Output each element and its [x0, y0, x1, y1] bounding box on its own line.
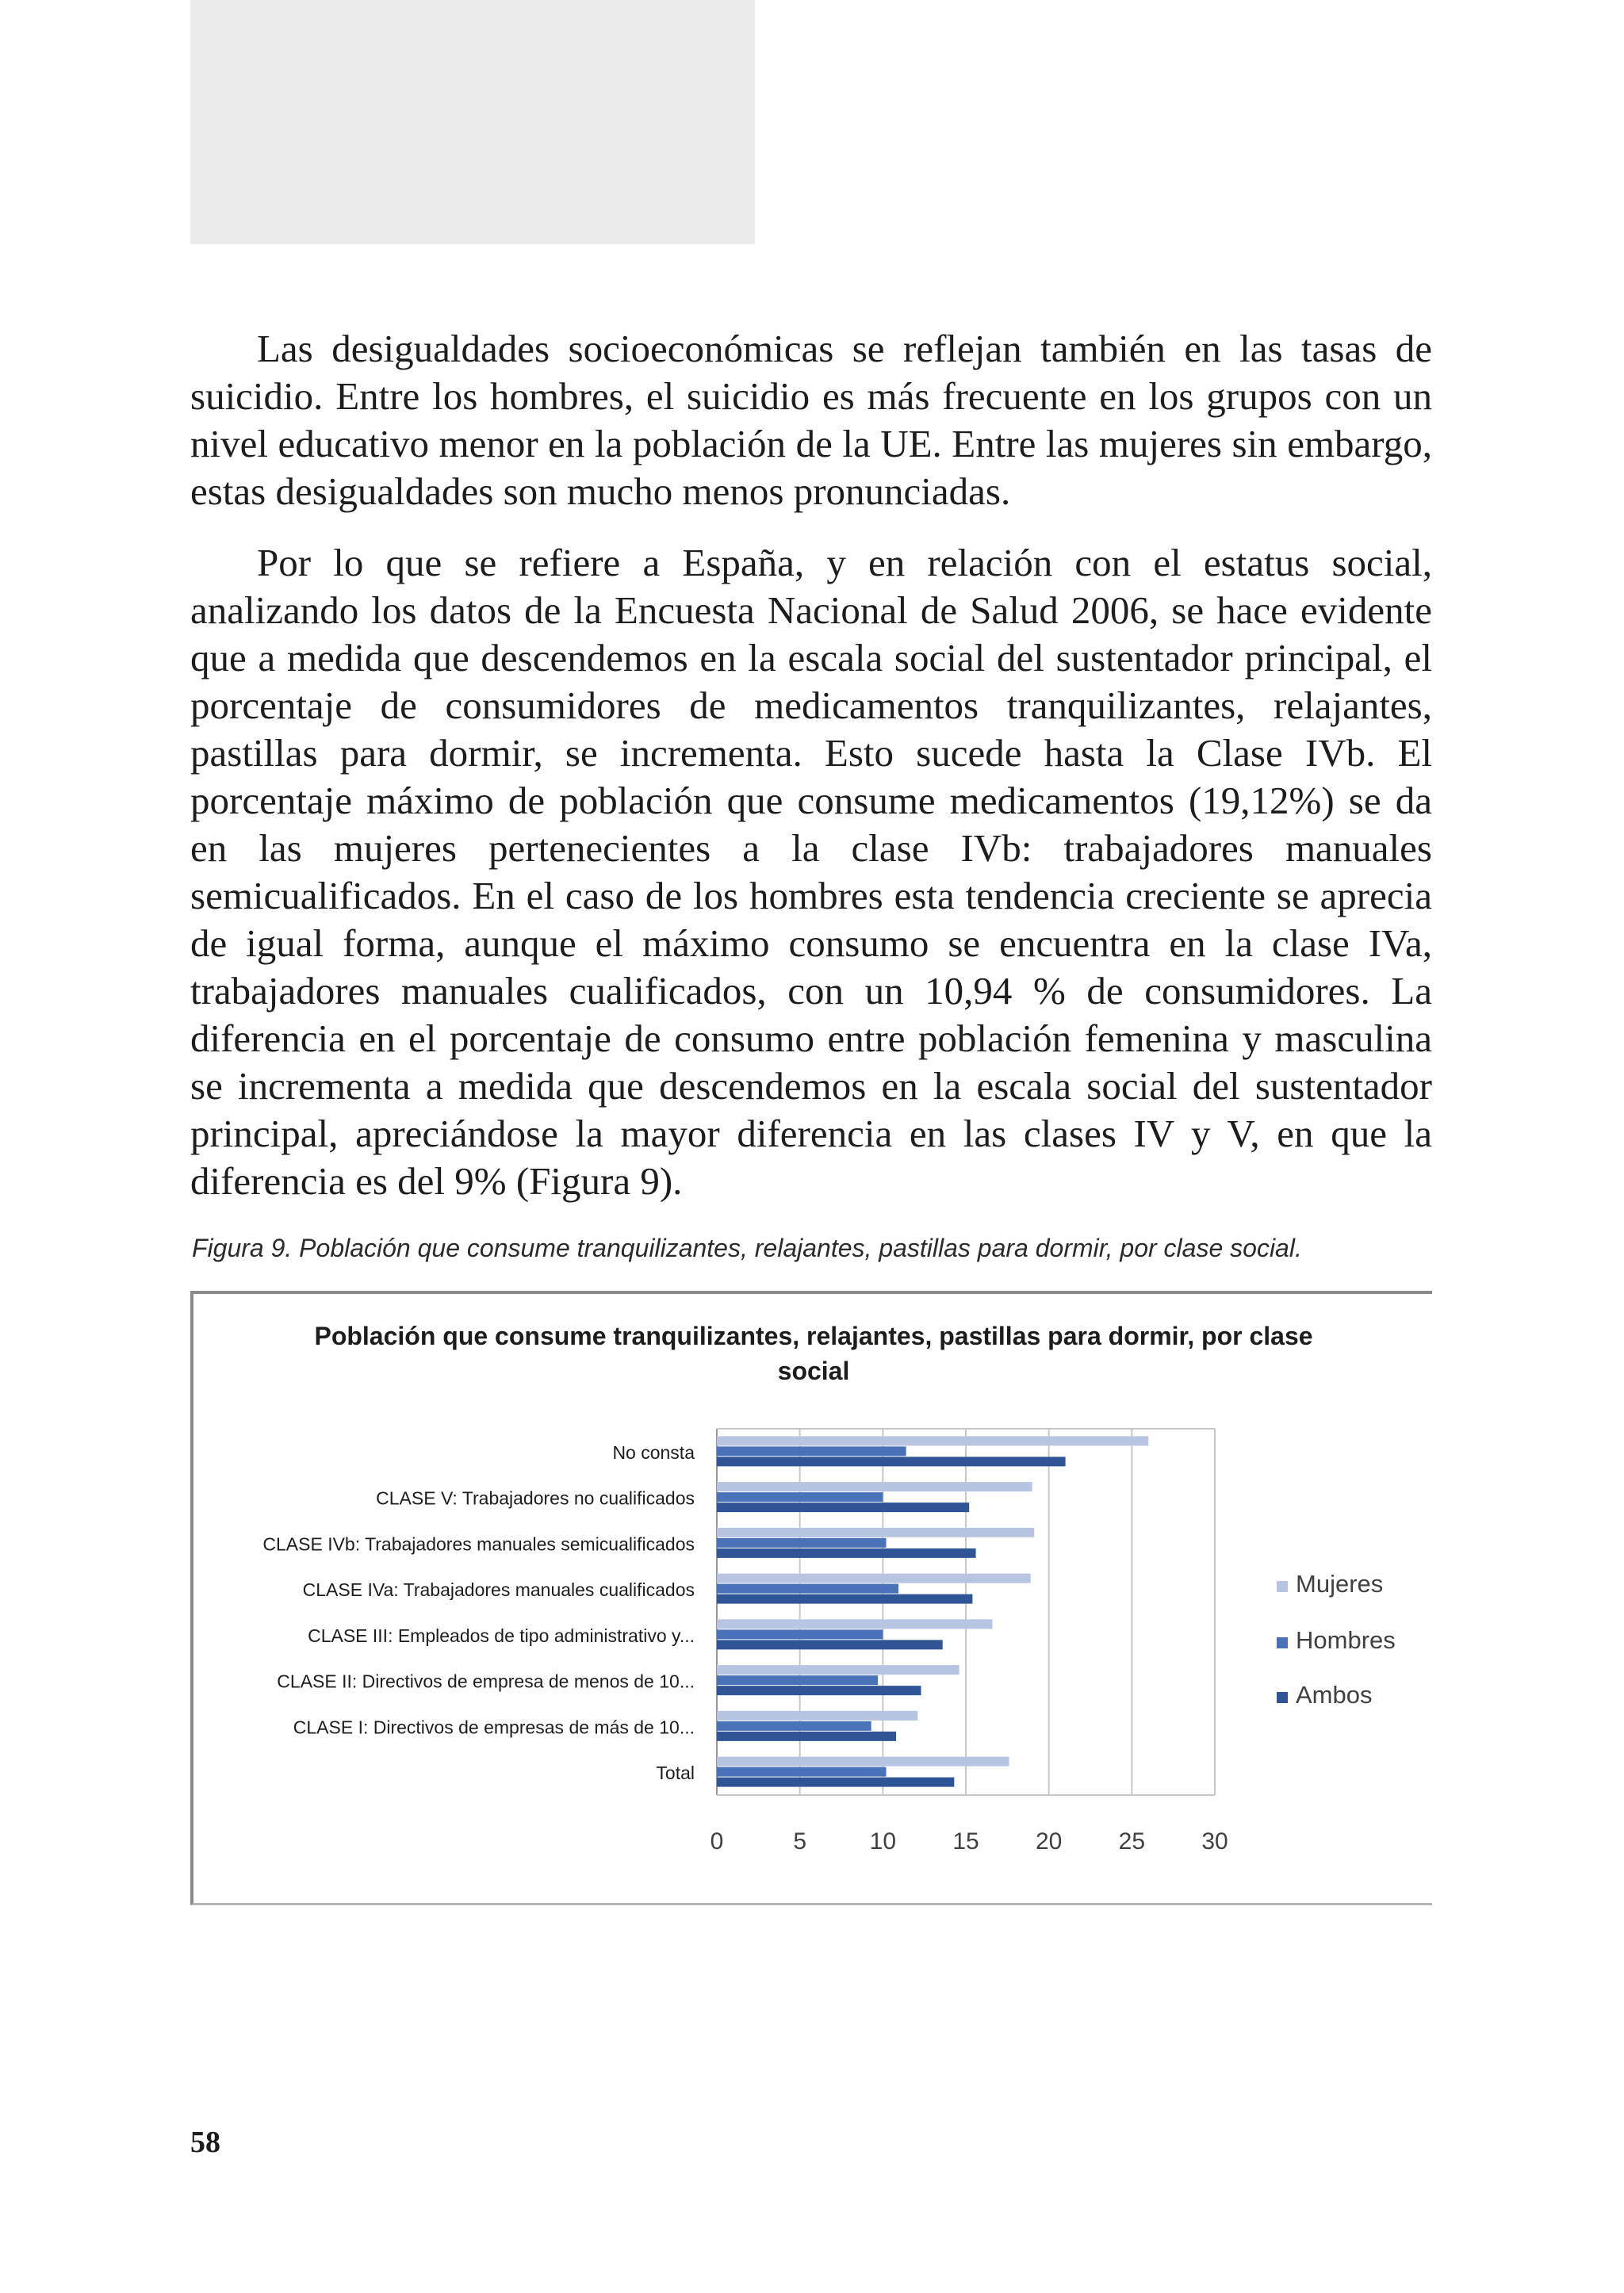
legend-label-mujeres: Mujeres [1296, 1570, 1384, 1598]
bar-mujeres-8 [717, 1757, 1009, 1767]
bar-ambos-3 [717, 1548, 976, 1558]
legend-label-ambos: Ambos [1296, 1681, 1373, 1709]
bar-mujeres-6 [717, 1665, 959, 1675]
header-gray-block [190, 0, 755, 244]
legend-swatch-hombres [1277, 1637, 1288, 1648]
bar-hombres-7 [717, 1721, 871, 1731]
category-label-5: CLASE III: Empleados de tipo administrativo y... [308, 1625, 695, 1646]
bar-hombres-2 [717, 1492, 883, 1502]
bar-mujeres-4 [717, 1574, 1031, 1583]
chart-figure [190, 1291, 1432, 1905]
legend-swatch-ambos [1277, 1692, 1288, 1703]
chart-title-line-2: social [777, 1357, 850, 1385]
category-label-7: CLASE I: Directivos de empresas de más de 10... [293, 1717, 695, 1738]
bar-mujeres-1 [717, 1436, 1148, 1445]
x-tick-label-15: 15 [952, 1828, 979, 1855]
bar-hombres-6 [717, 1675, 878, 1685]
bar-chart [193, 1294, 1432, 1903]
bar-mujeres-7 [717, 1711, 917, 1721]
bar-hombres-8 [717, 1767, 887, 1777]
x-tick-label-20: 20 [1035, 1828, 1063, 1855]
bar-mujeres-3 [717, 1528, 1034, 1537]
bar-ambos-7 [717, 1732, 896, 1741]
legend-swatch-mujeres [1277, 1581, 1288, 1592]
bar-hombres-1 [717, 1446, 906, 1456]
body-text [190, 325, 1432, 1229]
bar-mujeres-2 [717, 1482, 1032, 1491]
category-label-4: CLASE IVa: Trabajadores manuales cualificados [302, 1579, 695, 1601]
category-label-3: CLASE IVb: Trabajadores manuales semicualificados [262, 1533, 695, 1555]
bar-hombres-4 [717, 1584, 898, 1594]
bar-mujeres-5 [717, 1619, 992, 1629]
paragraph-2: Por lo que se refiere a España, y en relación con el estatus social, analizando los datos de la Encuesta Nacional de Salud 2006, se hace evidente que a medida que descendemos en la escala social del sustentador principal, el porcentaje de consumidores de medicamentos tranquilizantes, relajantes, pastillas para dormir, se incrementa. Esto sucede hasta la Clase IVb. El porcentaje máximo de población que consume medicamentos (19,12%) se da en las mujeres pertenecientes a la clase IVb: trabajadores manuales semicualificados. En el caso de los hombres esta tendencia creciente se aprecia de igual forma, aunque el máximo consumo se encuentra en la clase IVa, trabajadores manuales cualificados, con un 10,94 % de consumidores. La diferencia en el porcentaje de consumo entre población femenina y masculina se incrementa a medida que descendemos en la escala social del sustentador principal, apreciándose la mayor diferencia en las clases IV y V, en que la diferencia es del 9% (Figura 9). [190, 541, 1432, 1203]
bar-ambos-2 [717, 1503, 969, 1512]
bar-hombres-3 [717, 1538, 887, 1548]
bar-ambos-5 [717, 1640, 943, 1649]
category-label-6: CLASE II: Directivos de empresa de menos de 10... [277, 1671, 695, 1692]
paragraph-1: Las desigualdades socioeconómicas se reflejan también en las tasas de suicidio. Entre los hombres, el suicidio es más frecuente en los grupos con un nivel educativo menor en la población de la UE. Entre las mujeres sin embargo, estas desigualdades son mucho menos pronunciadas. [190, 327, 1432, 513]
figure-caption: Figura 9. Población que consume tranquilizantes, relajantes, pastillas para dormir, por clase social. [192, 1234, 1302, 1262]
x-tick-label-5: 5 [793, 1828, 807, 1855]
x-tick-label-0: 0 [710, 1828, 724, 1855]
bar-hombres-5 [717, 1629, 883, 1639]
chart-title-line-1: Población que consume tranquilizantes, relajantes, pastillas para dormir, por clase [314, 1322, 1313, 1350]
bar-ambos-4 [717, 1594, 972, 1604]
x-tick-label-10: 10 [869, 1828, 897, 1855]
bar-ambos-1 [717, 1457, 1066, 1466]
category-label-1: No consta [612, 1441, 695, 1463]
x-tick-label-30: 30 [1201, 1828, 1228, 1855]
bar-ambos-6 [717, 1686, 921, 1695]
legend-label-hombres: Hombres [1296, 1626, 1396, 1654]
category-label-2: CLASE V: Trabajadores no cualificados [376, 1487, 695, 1509]
bar-ambos-8 [717, 1778, 954, 1787]
page-number: 58 [190, 2126, 220, 2159]
x-tick-label-25: 25 [1118, 1828, 1146, 1855]
category-label-8: Total [656, 1763, 695, 1784]
